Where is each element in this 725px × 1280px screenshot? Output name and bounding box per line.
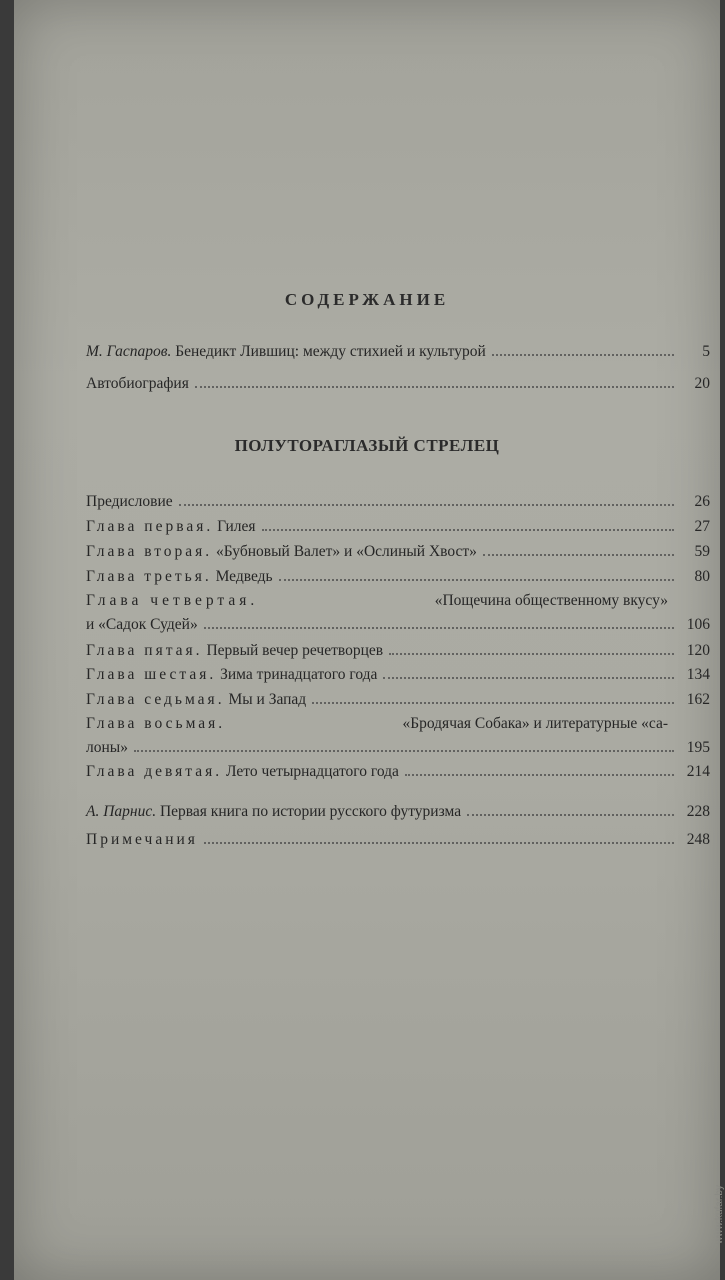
chapter-label: Глава третья.: [86, 568, 212, 585]
leader-dots: [204, 828, 674, 844]
chapter-label: Глава шестая.: [86, 666, 217, 683]
chapter-label: Глава девятая.: [86, 763, 223, 780]
entry-page: 59: [694, 543, 710, 560]
toc-entry-gasparov: [86, 340, 710, 363]
entry-page: 120: [686, 642, 710, 659]
contents-heading: СОДЕРЖАНИЕ: [284, 290, 450, 309]
chapter-title: Мы и Запад: [228, 691, 307, 708]
toc-entry-chapter-4: [86, 590, 710, 636]
chapter-title: Первый вечер речетворцев: [206, 642, 384, 659]
entry-page: 228: [686, 803, 710, 820]
entry-author: М. Гаспаров.: [86, 343, 172, 360]
chapter-label: Глава седьмая.: [86, 691, 225, 708]
entry-title: Бенедикт Лившиц: между стихией и культурой: [175, 343, 486, 360]
entry-page: 195: [686, 739, 710, 756]
entry-page: 162: [686, 691, 710, 708]
chapter-label: Глава вторая.: [86, 543, 213, 560]
leader-dots: [389, 639, 674, 655]
toc-entry-chapter-5: [86, 639, 710, 662]
entry-page: 80: [694, 568, 710, 585]
leader-dots: [262, 515, 675, 531]
chapter-label: Глава восьмая.: [86, 715, 226, 732]
entry-author: А. Парнис.: [86, 803, 157, 820]
entry-page: 20: [694, 375, 710, 392]
chapter-label: Глава четвертая.: [86, 592, 259, 609]
leader-dots: [134, 736, 674, 752]
entry-title: Предисловие: [86, 493, 173, 510]
toc-entry-chapter-1: [86, 515, 710, 538]
leader-dots: [179, 490, 674, 506]
toc-entry-preface: [86, 490, 710, 513]
entry-page: 248: [686, 831, 710, 848]
leader-dots: [279, 565, 674, 581]
entry-page: 5: [702, 343, 710, 360]
chapter-title-line1: «Пощечина общественному вкусу»: [434, 592, 668, 609]
leader-dots: [483, 540, 674, 556]
toc-entry-chapter-3: [86, 565, 710, 588]
chapter-title: Медведь: [215, 568, 273, 585]
leader-dots: [405, 760, 674, 776]
entry-page: 214: [686, 763, 710, 780]
chapter-title: «Бубновый Валет» и «Ослиный Хвост»: [216, 543, 477, 560]
chapter-title-line2: лоны»: [86, 739, 128, 756]
part-heading: ПОЛУТОРАГЛАЗЫЙ СТРЕЛЕЦ: [234, 436, 500, 455]
chapter-title-line1: «Бродячая Собака» и литературные «са-: [402, 715, 668, 732]
leader-dots: [195, 372, 674, 388]
toc-entry-chapter-9: [86, 760, 710, 783]
entry-page: 26: [694, 493, 710, 510]
leader-dots: [204, 613, 674, 629]
toc-entry-chapter-6: [86, 663, 710, 686]
leader-dots: [383, 663, 674, 679]
entry-page: 106: [686, 616, 710, 633]
toc-entry-chapter-2: [86, 540, 710, 563]
entry-page: 134: [686, 666, 710, 683]
toc-entry-chapter-7: [86, 688, 710, 711]
chapter-label: Глава первая.: [86, 518, 214, 535]
entry-title: Первая книга по истории русского футуризма: [159, 803, 462, 820]
watermark: www.kufar.by: [714, 1185, 725, 1244]
toc-entry-chapter-8: [86, 713, 710, 759]
chapter-title-line2: и «Садок Судей»: [86, 616, 198, 633]
toc-entry-parnis: [86, 800, 710, 823]
leader-dots: [492, 340, 674, 356]
chapter-title: Зима тринадцатого года: [220, 666, 378, 683]
leader-dots: [312, 688, 674, 704]
entry-title: Автобиография: [86, 375, 189, 392]
chapter-label: Глава пятая.: [86, 642, 203, 659]
book-page: [14, 0, 725, 1280]
chapter-title: Гилея: [217, 518, 256, 535]
entry-page: 27: [694, 518, 710, 535]
toc-entry-notes: [86, 828, 710, 851]
chapter-title: Лето четырнадцатого года: [226, 763, 399, 780]
entry-title: Примечания: [86, 831, 198, 848]
toc-entry-autobiography: [86, 372, 710, 395]
leader-dots: [467, 800, 674, 816]
